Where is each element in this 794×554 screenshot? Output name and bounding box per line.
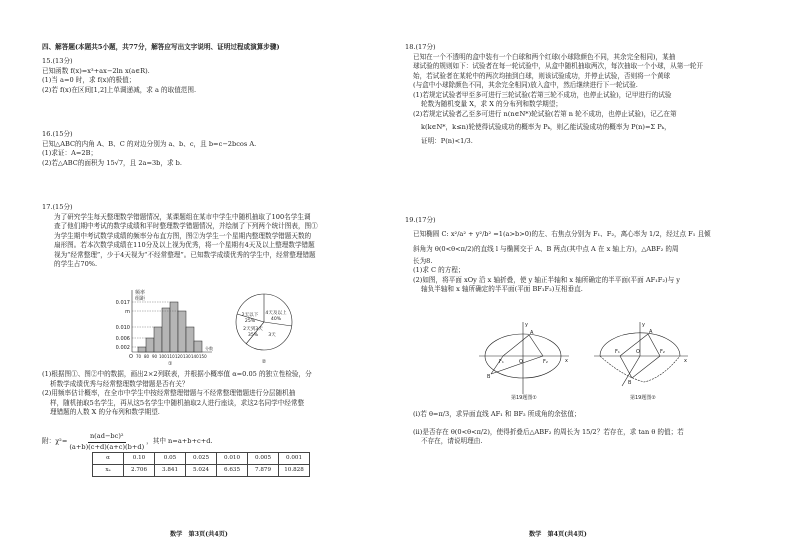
hist-bar [186,327,194,352]
q18-part1-line: 轮数为随机变量 X，求 X 的分布列和数学期望； [421,100,562,109]
formula-lead: 附： [42,437,56,446]
hist-x-tick: 70 [136,354,142,359]
q15-part-1: (1)当 a=0 时，求 f(x)的极值； [42,76,136,85]
table-cell: 5.024 [186,465,217,477]
q19-sub-i: (i)若 θ=π/3，求异面直线 AF₁ 和 BF₂ 所成角的余弦值； [413,410,581,418]
pie-slice-percent: 35% [247,333,259,338]
hist-x-tick: 80 [144,354,150,359]
q19-part-line: (2)如图，将平面 xOy 沿 x 轴折叠，使 y 轴正半轴和 x 轴所确定的半平面(平面 AF₁F₂)与 y [413,275,681,284]
hist-bar [138,347,146,352]
table-cell: xₐ [93,465,124,477]
hist-x-tick: 90 [152,354,158,359]
table-cell: 7.879 [248,465,279,477]
table-cell: α [93,453,124,465]
right-page [397,0,794,554]
hist-x-tick: 140 [191,354,199,359]
hist-y-tick: 0.010 [115,325,130,331]
q18-body-line: 始，若试验者在某轮中的两次均抽到白球，则该试验成功，并停止试验，否则将一个黄球 [413,71,671,80]
q19-body-line: 长为8. [413,256,433,265]
fig-label-b: B [487,374,491,380]
q17-body-line: 视为“经常整理”，少于4天视为“不经常整理”。已知数学成绩优秀的学生中，经常整理错题 [54,250,316,259]
pie-slice-percent: 40% [270,317,282,322]
formula-fraction [67,432,146,452]
q16-title: 16.(15分) [42,130,73,138]
q17-histogram-figure [112,286,216,366]
q18-part2-line: k(k∈N*，k≤n)轮使得试验成功的概率为 Pₖ，则乙能试验成功的概率为 P(n)=Σ Pₖ， [421,123,671,132]
hist-caption: ① [168,361,173,366]
q19-title: 19.(17分) [405,216,436,224]
hist-y-label-top: 频率 [135,290,146,296]
q18-part1-line: (1)若规定试验者甲至多可进行三轮试验(若第三轮不成功，也停止试验)，记甲进行的试验 [413,90,672,99]
q16-part-2: (2)若△ABC的面积为 15√7，且 2a=3b，求 b. [42,158,182,167]
question-19 [405,216,711,295]
q19-sub-ii-line: 不存在，请说明理由. [421,437,483,446]
formula-numerator: n(ad−bc)² [88,432,126,443]
hist-bar [162,308,170,352]
hist-x-tick: 120 [175,354,183,359]
folded-half-ellipse [600,356,680,382]
table-cell: 3.841 [155,465,186,477]
fig-label-a: A [530,330,534,336]
segment-f2-a [648,334,660,356]
segment-f2-a [529,335,543,356]
hist-bar [178,311,186,352]
fig-label-x: x [684,358,687,364]
fig-label-y: y [642,322,645,328]
fig-label-y: y [525,322,528,328]
fig-label-b: B [628,380,632,386]
figure-caption: 第19题图② [630,395,656,400]
table-cell: 0.001 [279,453,310,465]
pie-slice-label: 4天及以上 [265,311,287,316]
hist-y-label-bottom: 组距 [135,296,146,302]
critical-value-table [92,452,310,477]
table-cell: 6.635 [217,465,248,477]
q17-part-line: 析数学成绩优秀与经常整理数学错题是否有关？ [50,379,189,388]
table-cell: 0.10 [124,453,155,465]
hist-x-tick: 150 [199,354,207,359]
segment-f1-a [620,334,648,356]
figure-caption: 第19题图① [511,395,537,400]
q16-part-1: (1)求证：A=2B； [42,149,98,158]
q18-body-line: (与盒中小球除颜色不同，其余完全相同)放入盒中，然后继续进行下一轮试验. [413,81,638,90]
q18-body-line: 已知在一个不透明的盒中装有一个白球和两个红球(小球除颜色不同，其余完全相同)，某抽 [413,52,676,61]
q17-title: 17.(15分) [42,203,73,211]
q17-body-line: 扇形图。若本次数学成绩在110分及以上视为优秀，将一个星期有4天及以上整理数学错题 [54,241,315,250]
pie-slice-label: 3天 [268,333,276,338]
question-16 [42,130,256,168]
hist-x-axis-label: 分数 [205,346,213,351]
q17-body-line: 为学生期中考试数学成绩的频率分布直方图，图②为学生一个星期内整理数学错题天数的 [54,231,312,240]
pie-slice-label: 2天以下 [241,313,259,318]
pie-slice-percent: 25% [244,319,256,324]
fig-label-o: O [519,359,523,365]
hist-bar [170,302,178,352]
table-cell: 0.05 [155,453,186,465]
pie-slice-label: 2天到3天 [243,327,263,332]
left-page-footer: 数学 第3页(共4页) [170,531,228,539]
fig-label-f1: F₁ [499,359,504,365]
table-cell: 0.005 [248,453,279,465]
q17-pie-figure [228,288,300,366]
fig-label-f2: F₂ [543,359,548,365]
q17-body-line: 的学生占70%. [54,260,98,269]
fig-label-f1: F₁ [615,349,620,355]
table-row [93,453,310,465]
fig-label-o: O [636,349,640,355]
formula-lhs: χ²= [55,437,68,446]
question-15 [42,57,196,95]
fig-label-x: x [565,358,568,364]
hist-bar [154,327,162,352]
q19-sub-ii-line: (ii)是否存在 θ(0<θ<π/2)，使得折叠后△ABF₂ 的周长为 15/2？若存在，求 tan θ 的值；若 [413,427,684,436]
segment-f1-b [620,356,632,378]
fig-label-f2: F₂ [660,349,665,355]
question-18 [405,43,703,146]
section-title: 四、解答题(本题共5小题，共77分，解答应写出文字说明、证明过程或演算步骤) [42,43,280,51]
q17-part-line: 理错题的人数 X 的分布列和数学期望. [50,408,160,417]
formula-denominator: (a+b)(c+d)(a+c)(b+d) [69,442,145,451]
hist-x-tick: 100 [159,354,167,359]
q16-stem: 已知△ABC的内角 A、B、C 的对边分别为 a、b、c，且 b=c−2bcos A. [42,139,257,148]
hist-y-tick: 0.002 [115,345,130,351]
hist-y-tick: 0.017 [115,300,130,306]
q17-parts [42,370,312,418]
q19-figure-2 [592,320,692,400]
hist-x-tick: 130 [183,354,191,359]
formula-tail: ，其中 n=a+b+c+d. [146,437,213,446]
q19-body-line: 斜角为 θ(0<θ<π/2)的直线 l 与椭圆交于 A、B 两点(其中点 A 在 x 轴上方)，△ABF₂ 的周 [413,245,679,254]
q15-title: 15.(13分) [42,57,73,65]
q17-formula [42,432,213,452]
q19-part-line: (1)求 C 的方程； [413,266,465,275]
right-page-footer: 数学 第4页(共4页) [529,531,587,539]
segment-f1-a [503,335,529,356]
hist-bar [146,338,154,352]
q15-part-2: (2)若 f(x)在区间[1,2]上单调递减，求 a 的取值范围. [42,85,197,94]
q17-body-line: 查了他们期中考试的数学成绩和平时整理数学错题情况，并绘制了下列两个统计图表，图① [54,222,318,231]
q17-body-line: 为了研究学生每天整理数学错题情况，某课题组在某市中学生中随机抽取了100名学生调 [54,212,311,221]
segment-f2-b [632,356,660,378]
q17-part-line: (1)根据图①、图②中的数据，画出2×2列联表，并根据小概率值 α=0.05 的独立性检验，分 [42,370,312,378]
table-cell: 2.706 [124,465,155,477]
q18-part2-line: 证明：P(n)<1/3. [421,136,473,145]
q19-figure-1 [477,320,573,400]
q15-stem: 已知函数 f(x)=x³+ax−2ln x(a∈R). [42,66,150,75]
q18-part2-line: (2)若规定试验者乙至多可进行 n(n∈N*)轮试验(若第 n 轮不成功，也停止试验)，记乙在第 [413,109,677,118]
question-17 [42,203,318,270]
q18-body-line: 球试验的规则如下：试验者在每一轮试验中，从盒中随机抽取两次，每次抽取一个小球，从第一轮开 [413,62,704,71]
hist-bar [194,341,202,352]
hist-x-tick: 110 [167,354,175,359]
q19-body-line: 已知椭圆 C: x²/a² + y²/b² =1(a>b>0)的左、右焦点分别为 F₁、F₂，离心率为 1/2，经过点 F₁ 且倾 [413,229,711,238]
q18-title: 18.(17分) [405,43,436,51]
q19-subparts [413,410,684,447]
fig-label-a: A [649,329,653,335]
table-row [93,465,310,477]
q17-part-line: (2)用频率估计概率，在全市中学生中按经常整理错题与不经常整理错题进行分层随机抽 [42,389,296,398]
hist-origin: O [129,354,133,360]
table-cell: 0.010 [217,453,248,465]
hist-y-tick: 0.006 [115,336,130,342]
table-cell: 0.025 [186,453,217,465]
q19-part-line: 轴负半轴和 x 轴所确定的半平面(平面 BF₁F₂)互相垂直. [421,285,583,294]
q17-part-line: 样，随机抽取5名学生，再从这5名学生中随机抽取2人进行座谈，求这2名同学中经常整 [50,398,305,407]
table-cell: 10.828 [279,465,310,477]
pie-caption: ② [261,359,267,365]
hist-y-tick: m [125,309,130,315]
